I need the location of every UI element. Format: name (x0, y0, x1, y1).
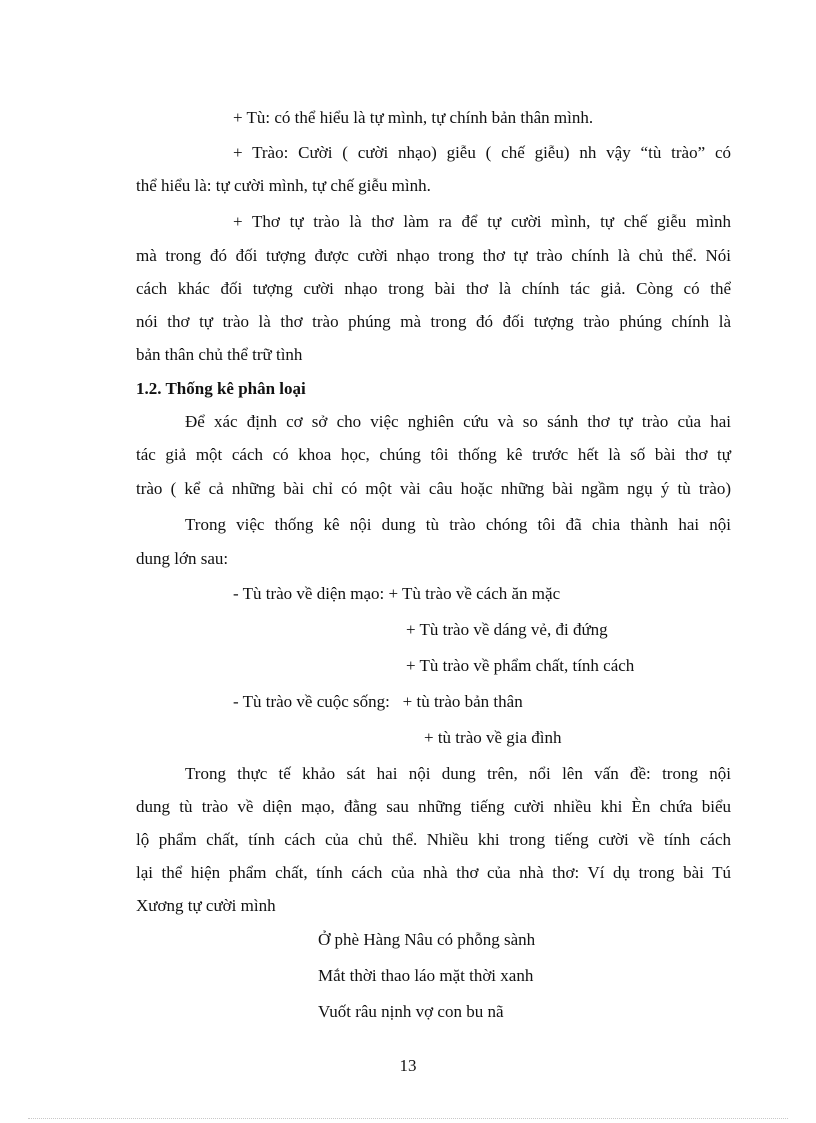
text-line: lộ phẩm chất, tính cách của chủ thể. Nhiều khi trong tiếng cười về tính cách (136, 830, 731, 849)
text-line: mà trong đó đối tượng được cười nhạo trong thơ tự trào chính là chủ thể. Nói (136, 246, 731, 265)
page-number: 13 (399, 1056, 417, 1075)
list-item: + Tù trào về dáng vẻ, đi đứng (406, 620, 608, 639)
text-line: cách khác đối tượng cười nhạo trong bài thơ là chính tác giả. Còng có thể (136, 279, 731, 298)
text-line: thể hiểu là: tự cười mình, tự chế giễu mình. (136, 176, 431, 195)
text-line: + Tù: có thể hiểu là tự mình, tự chính bản thân mình. (233, 108, 594, 127)
text-line: Để xác định cơ sở cho việc nghiên cứu và so sánh thơ tự trào của hai (185, 412, 731, 431)
text-line: Trong việc thống kê nội dung tù trào chóng tôi đã chia thành hai nội (185, 515, 731, 534)
list-item: - Tù trào về cuộc sống: + tù trào bản thân (233, 692, 523, 711)
text-line: Xương tự cười mình (136, 896, 276, 915)
text-line: tác giả một cách có khoa học, chúng tôi thống kê trước hết là số bài thơ tự (136, 445, 731, 464)
poem-line: Ở phè Hàng Nâu có phỗng sành (318, 930, 536, 949)
section-heading: 1.2. Thống kê phân loại (136, 379, 306, 398)
poem-line: Mắt thời thao láo mặt thời xanh (318, 966, 534, 985)
text-line: dung tù trào về diện mạo, đằng sau những tiếng cười nhiều khi Èn chứa biểu (136, 797, 731, 816)
text-line: bản thân chủ thể trữ tình (136, 345, 303, 364)
list-item: + Tù trào về phẩm chất, tính cách (406, 656, 635, 675)
page-bottom-rule (28, 1118, 788, 1119)
text-line: trào ( kể cả những bài chỉ có một vài câu hoặc những bài ngầm ngụ ý tù trào) (136, 479, 731, 498)
text-line: Trong thực tế khảo sát hai nội dung trên, nổi lên vấn đề: trong nội (185, 764, 731, 783)
text-line: lại thể hiện phẩm chất, tính cách của nhà thơ của nhà thơ: Ví dụ trong bài Tú (136, 863, 731, 882)
list-item: + tù trào về gia đình (424, 728, 562, 747)
text-line: + Trào: Cười ( cười nhạo) giễu ( chế giễu) nh vậy “tù trào” có (233, 143, 731, 162)
list-item: - Tù trào về diện mạo: + Tù trào về cách ăn mặc (233, 584, 561, 603)
text-line: + Thơ tự trào là thơ làm ra để tự cười mình, tự chế giễu mình (233, 212, 731, 231)
poem-line: Vuốt râu nịnh vợ con bu nã (318, 1002, 504, 1021)
text-line: dung lớn sau: (136, 549, 229, 568)
text-line: nói thơ tự trào là thơ trào phúng mà trong đó đối tượng trào phúng chính là (136, 312, 731, 331)
